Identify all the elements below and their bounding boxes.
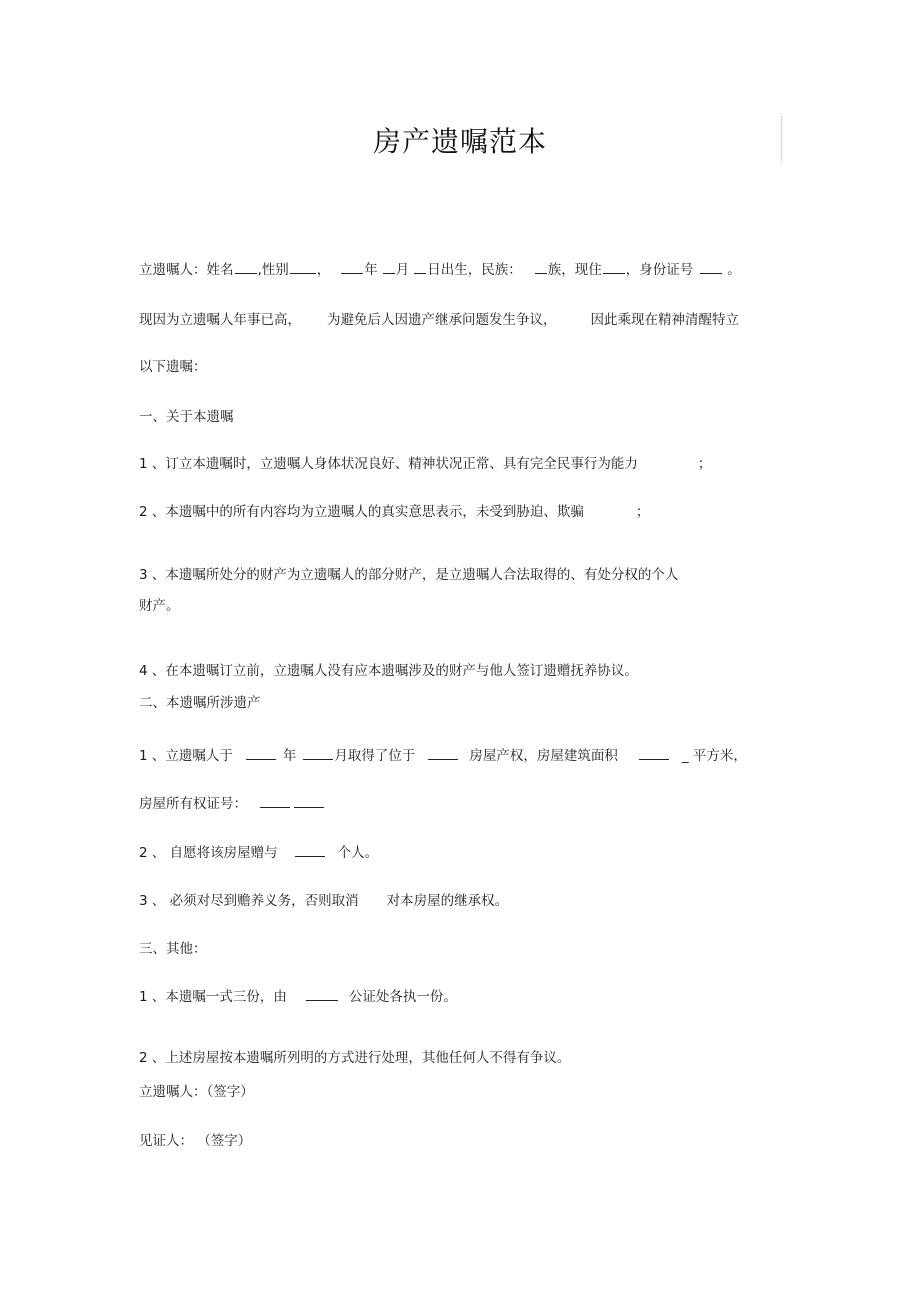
name-blank	[235, 261, 257, 274]
section1-item3-cont: 财产。	[139, 598, 180, 614]
document-title: 房产遗嘱范本	[372, 125, 547, 158]
section3-item1	[139, 988, 457, 1006]
birth-day-blank	[414, 261, 426, 274]
intro-lead-line: 以下遗嘱：	[139, 359, 207, 375]
item-text: _ 平方米，	[681, 748, 747, 764]
birth-year-blank	[341, 261, 363, 274]
section1-heading: 一、关于本遗嘱	[139, 409, 234, 425]
item-text: 对本房屋的继承权。	[386, 893, 509, 909]
intro-text: 现因为立遗嘱人年事已高，	[139, 312, 301, 328]
item-text: 房屋所有权证号：	[139, 796, 247, 812]
item-text: 1 、订立本遗嘱时，立遗嘱人身体状况良好、精神状况正常、具有完全民事行为能力	[139, 456, 638, 472]
gender-blank	[290, 261, 316, 274]
section1-item2	[139, 503, 649, 521]
location-blank	[428, 747, 458, 760]
intro-text: ,性别	[257, 262, 289, 278]
item-text: ；	[697, 456, 712, 472]
item-text: 1 、立遗嘱人于	[139, 748, 233, 764]
ethnicity-blank	[535, 261, 547, 274]
item-text: 房屋产权，房屋建筑面积	[469, 748, 618, 764]
intro-text: 族，现住	[547, 262, 602, 278]
section2-item1	[139, 747, 747, 765]
section2-item2	[139, 844, 378, 862]
witness-signature-line: 见证人： （签字）	[139, 1133, 252, 1149]
item-text: 个人。	[337, 845, 379, 861]
item-text: ；	[635, 504, 650, 520]
address-blank	[603, 261, 625, 274]
birth-month-blank	[383, 261, 395, 274]
section1-item4: 4 、在本遗嘱订立前，立遗嘱人没有应本遗嘱涉及的财产与他人签订遗赠抚养协议。	[139, 663, 638, 679]
intro-text: 年	[364, 262, 378, 278]
acquire-month-blank	[303, 747, 333, 760]
section1-item3: 3 、本遗嘱所处分的财产为立遗嘱人的部分财产，是立遗嘱人合法取得的、有处分权的个人	[139, 567, 679, 583]
intro-text: 为避免后人因遗产继承问题发生争议，	[327, 312, 557, 328]
intro-identity-line	[139, 261, 741, 279]
intro-text: ，身份证号	[625, 262, 694, 278]
testator-signature-line: 立遗嘱人：（签字）	[139, 1084, 254, 1100]
area-blank	[639, 747, 669, 760]
certificate-blank-1	[260, 795, 290, 808]
section2-item3	[139, 892, 508, 910]
section1-item1	[139, 455, 711, 473]
acquire-year-blank	[246, 747, 276, 760]
item-text: 2 、 自愿将该房屋赠与	[139, 845, 278, 861]
section2-item1-cont	[139, 795, 325, 813]
item-text: 公证处各执一份。	[348, 989, 457, 1005]
section3-item2: 2 、上述房屋按本遗嘱所列明的方式进行处理，其他任何人不得有争议。	[139, 1050, 571, 1066]
intro-text: 。	[727, 262, 741, 278]
notary-blank	[306, 988, 338, 1001]
intro-text: 立遗嘱人：姓名	[139, 262, 234, 278]
item-text: 1 、本遗嘱一式三份，由	[139, 989, 287, 1005]
intro-text: 月	[395, 262, 410, 278]
section3-heading: 三、其他：	[139, 941, 207, 957]
item-text: 2 、本遗嘱中的所有内容均为立遗嘱人的真实意思表示，未受到胁迫、欺骗	[139, 504, 584, 520]
intro-text: 日出生，民族：	[427, 262, 522, 278]
item-text: 3 、 必须对尽到赡养义务，否则取消	[139, 893, 359, 909]
id-number-blank	[700, 261, 722, 274]
section2-heading: 二、本遗嘱所涉遗产	[139, 695, 261, 711]
item-text: 年	[282, 748, 297, 764]
intro-reason-line	[139, 311, 739, 329]
recipient-blank	[295, 844, 325, 857]
intro-text: 因此乘现在精神清醒特立	[590, 312, 739, 328]
certificate-blank-2	[294, 795, 324, 808]
item-text: 月取得了位于	[334, 748, 416, 764]
intro-text: ，	[316, 262, 331, 278]
